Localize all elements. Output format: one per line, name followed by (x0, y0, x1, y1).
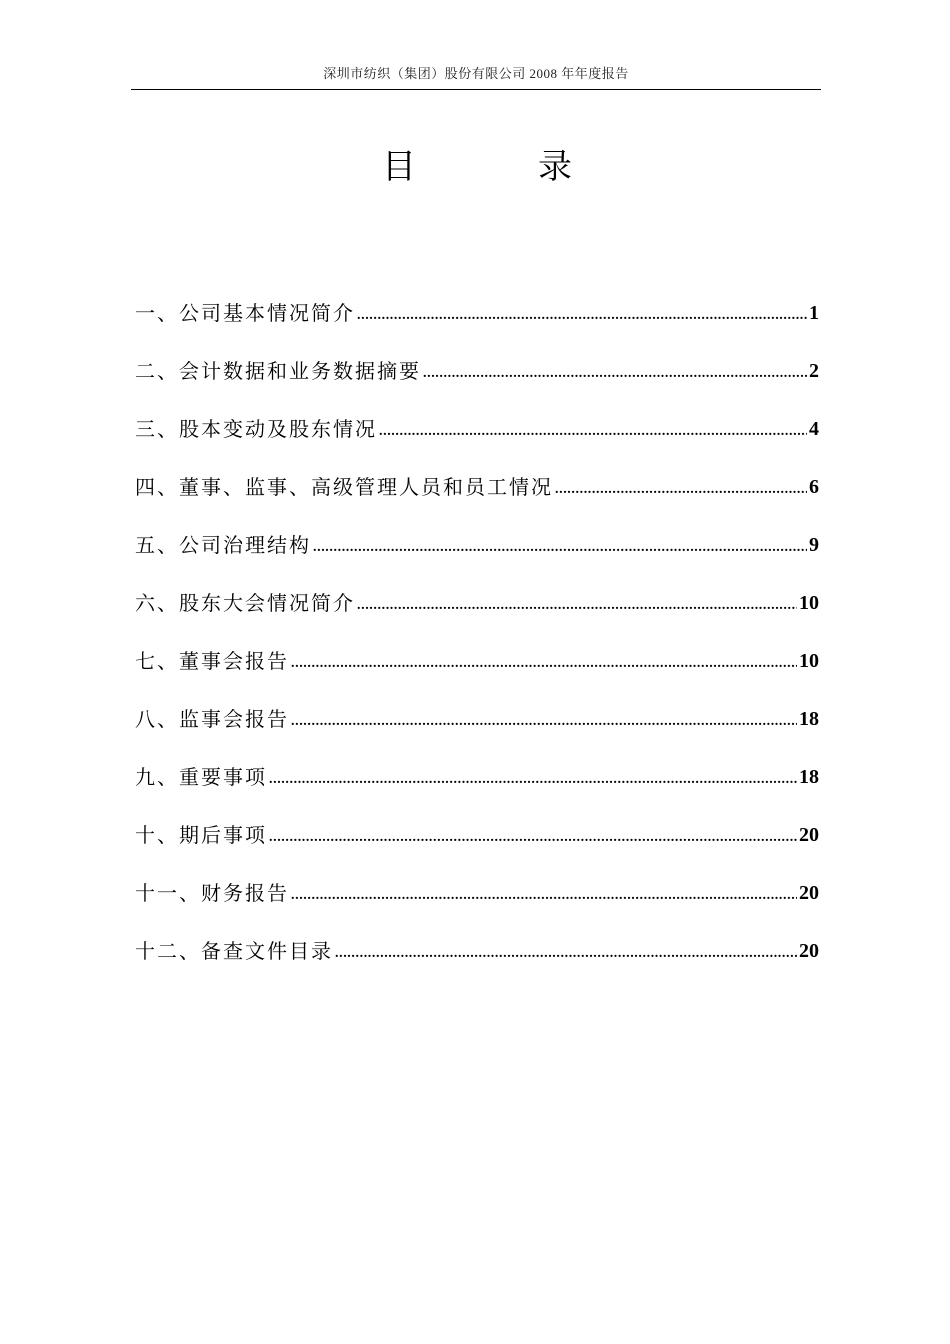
toc-leader-dots (357, 302, 807, 330)
title-char-2: 录 (538, 147, 572, 187)
table-of-contents (135, 272, 819, 968)
header-text: 深圳市纺织（集团）股份有限公司 2008 年年度报告 (323, 66, 629, 81)
toc-entry[interactable] (135, 272, 819, 330)
toc-leader-dots (269, 824, 797, 852)
toc-entry-label: 八、监事会报告 (135, 707, 289, 731)
toc-entry[interactable] (135, 330, 819, 388)
toc-entry[interactable] (135, 736, 819, 794)
toc-entry-page: 20 (799, 824, 819, 846)
toc-entry[interactable] (135, 852, 819, 910)
toc-entry-label: 三、股本变动及股东情况 (135, 417, 377, 441)
toc-entry[interactable] (135, 910, 819, 968)
toc-entry-label: 四、董事、监事、高级管理人员和员工情况 (135, 475, 553, 499)
toc-leader-dots (379, 418, 807, 446)
toc-entry-label: 五、公司治理结构 (135, 533, 311, 557)
toc-entry-page: 2 (809, 360, 819, 382)
toc-entry-page: 18 (799, 708, 819, 730)
toc-entry-page: 4 (809, 418, 819, 440)
toc-entry[interactable] (135, 678, 819, 736)
page-header (131, 62, 821, 90)
toc-entry-page: 18 (799, 766, 819, 788)
toc-entry-page: 1 (809, 302, 819, 324)
title-char-1: 目 (382, 147, 416, 187)
toc-leader-dots (291, 650, 797, 678)
toc-entry-label: 十二、备查文件目录 (135, 939, 333, 963)
toc-entry-page: 20 (799, 882, 819, 904)
toc-leader-dots (313, 534, 807, 562)
toc-entry[interactable] (135, 620, 819, 678)
toc-entry-label: 六、股东大会情况简介 (135, 591, 355, 615)
toc-leader-dots (291, 708, 797, 736)
toc-entry-label: 十、期后事项 (135, 823, 267, 847)
toc-entry-label: 十一、财务报告 (135, 881, 289, 905)
toc-entry[interactable] (135, 388, 819, 446)
toc-leader-dots (291, 882, 797, 910)
toc-entry[interactable] (135, 794, 819, 852)
toc-entry-label: 二、会计数据和业务数据摘要 (135, 359, 421, 383)
toc-entry-page: 9 (809, 534, 819, 556)
toc-entry-label: 一、公司基本情况简介 (135, 301, 355, 325)
toc-entry[interactable] (135, 504, 819, 562)
toc-entry-label: 七、董事会报告 (135, 649, 289, 673)
toc-entry-label: 九、重要事项 (135, 765, 267, 789)
toc-entry-page: 20 (799, 940, 819, 962)
toc-entry-page: 10 (799, 592, 819, 614)
toc-leader-dots (269, 766, 797, 794)
toc-leader-dots (335, 940, 797, 968)
toc-entry[interactable] (135, 562, 819, 620)
page-title (0, 143, 950, 193)
toc-entry[interactable] (135, 446, 819, 504)
toc-leader-dots (357, 592, 797, 620)
toc-entry-page: 10 (799, 650, 819, 672)
toc-leader-dots (555, 476, 807, 504)
toc-entry-page: 6 (809, 476, 819, 498)
toc-leader-dots (423, 360, 807, 388)
